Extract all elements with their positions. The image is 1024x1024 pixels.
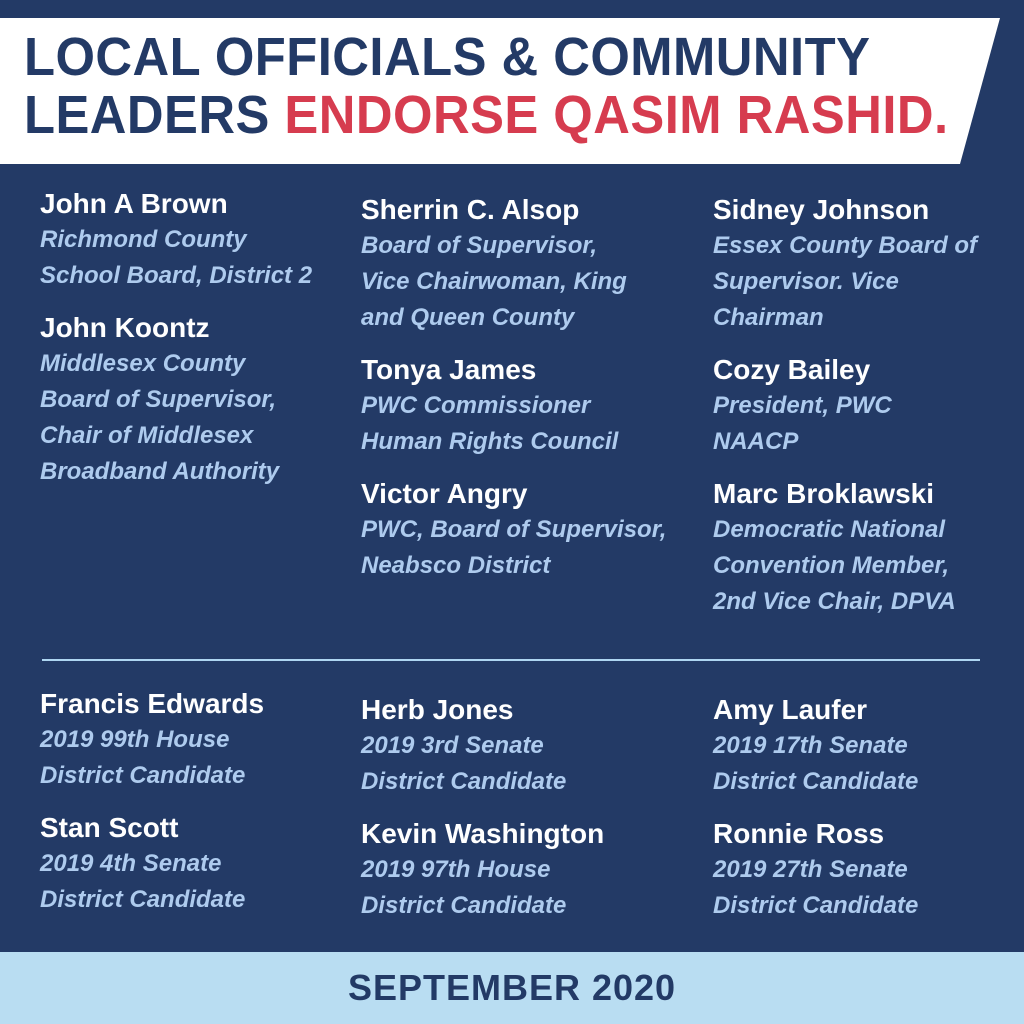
endorser-role: Richmond County School Board, District 2 (40, 226, 313, 289)
headline-line-2 (24, 86, 949, 144)
endorser-role: President, PWC NAACP (713, 392, 892, 455)
endorser-entry (40, 310, 370, 490)
endorser-entry (40, 686, 370, 794)
endorser-name: Tonya James (361, 354, 537, 385)
endorser-role: PWC Commissioner Human Rights Council (361, 392, 619, 455)
endorser-role: 2019 4th Senate District Candidate (40, 850, 246, 913)
footer-date: SEPTEMBER 2020 (347, 967, 677, 1008)
endorser-name: John A Brown (40, 188, 228, 219)
endorser-name: Sherrin C. Alsop (361, 194, 580, 225)
endorser-name: Ronnie Ross (713, 818, 885, 849)
headline-line-2-start: LEADERS (24, 85, 285, 145)
candidates-column-3 (713, 692, 1013, 940)
endorser-role: Democratic National Convention Member, 2nd Vice Chair, DPVA (713, 516, 956, 615)
footer-bar (0, 952, 1024, 1024)
endorser-entry (40, 810, 370, 918)
endorser-name: Stan Scott (40, 812, 179, 843)
endorser-role: 2019 3rd Senate District Candidate (361, 732, 567, 795)
candidates-column-2 (361, 692, 691, 940)
endorser-entry (713, 192, 1013, 336)
endorser-entry (713, 692, 1013, 800)
endorser-name: Francis Edwards (40, 688, 265, 719)
endorser-entry (361, 692, 691, 800)
endorser-role: PWC, Board of Supervisor, Neabsco District (361, 516, 667, 579)
section-divider (42, 659, 980, 661)
endorser-name: Kevin Washington (361, 818, 605, 849)
endorser-entry (361, 476, 691, 584)
endorser-name: Sidney Johnson (713, 194, 930, 225)
endorser-name: Cozy Bailey (713, 354, 871, 385)
endorser-role: 2019 27th Senate District Candidate (713, 856, 919, 919)
endorser-name: Herb Jones (361, 694, 514, 725)
endorser-entry (361, 352, 691, 460)
endorser-role: Middlesex County Board of Supervisor, Chair of Middlesex Broadband Authority (40, 350, 280, 485)
officials-column-1 (40, 186, 370, 506)
endorser-role: 2019 17th Senate District Candidate (713, 732, 919, 795)
headline-line-1: LOCAL OFFICIALS & COMMUNITY (24, 27, 871, 87)
headline (24, 28, 949, 144)
endorser-entry (361, 816, 691, 924)
endorser-role: Essex County Board of Supervisor. Vice Chairman (713, 232, 978, 331)
endorser-entry (713, 352, 1013, 460)
endorser-name: Marc Broklawski (713, 478, 934, 509)
endorser-role: Board of Supervisor, Vice Chairwoman, King and Queen County (361, 232, 627, 331)
officials-column-2 (361, 192, 691, 600)
headline-accent: ENDORSE QASIM RASHID. (284, 85, 949, 145)
endorser-entry (713, 476, 1013, 620)
officials-column-3 (713, 192, 1013, 636)
endorser-entry (361, 192, 691, 336)
endorser-name: John Koontz (40, 312, 210, 343)
endorser-entry (713, 816, 1013, 924)
candidates-column-1 (40, 686, 370, 934)
endorser-role: 2019 99th House District Candidate (40, 726, 246, 789)
endorser-name: Victor Angry (361, 478, 528, 509)
endorser-name: Amy Laufer (713, 694, 868, 725)
endorser-role: 2019 97th House District Candidate (361, 856, 567, 919)
endorser-entry (40, 186, 370, 294)
